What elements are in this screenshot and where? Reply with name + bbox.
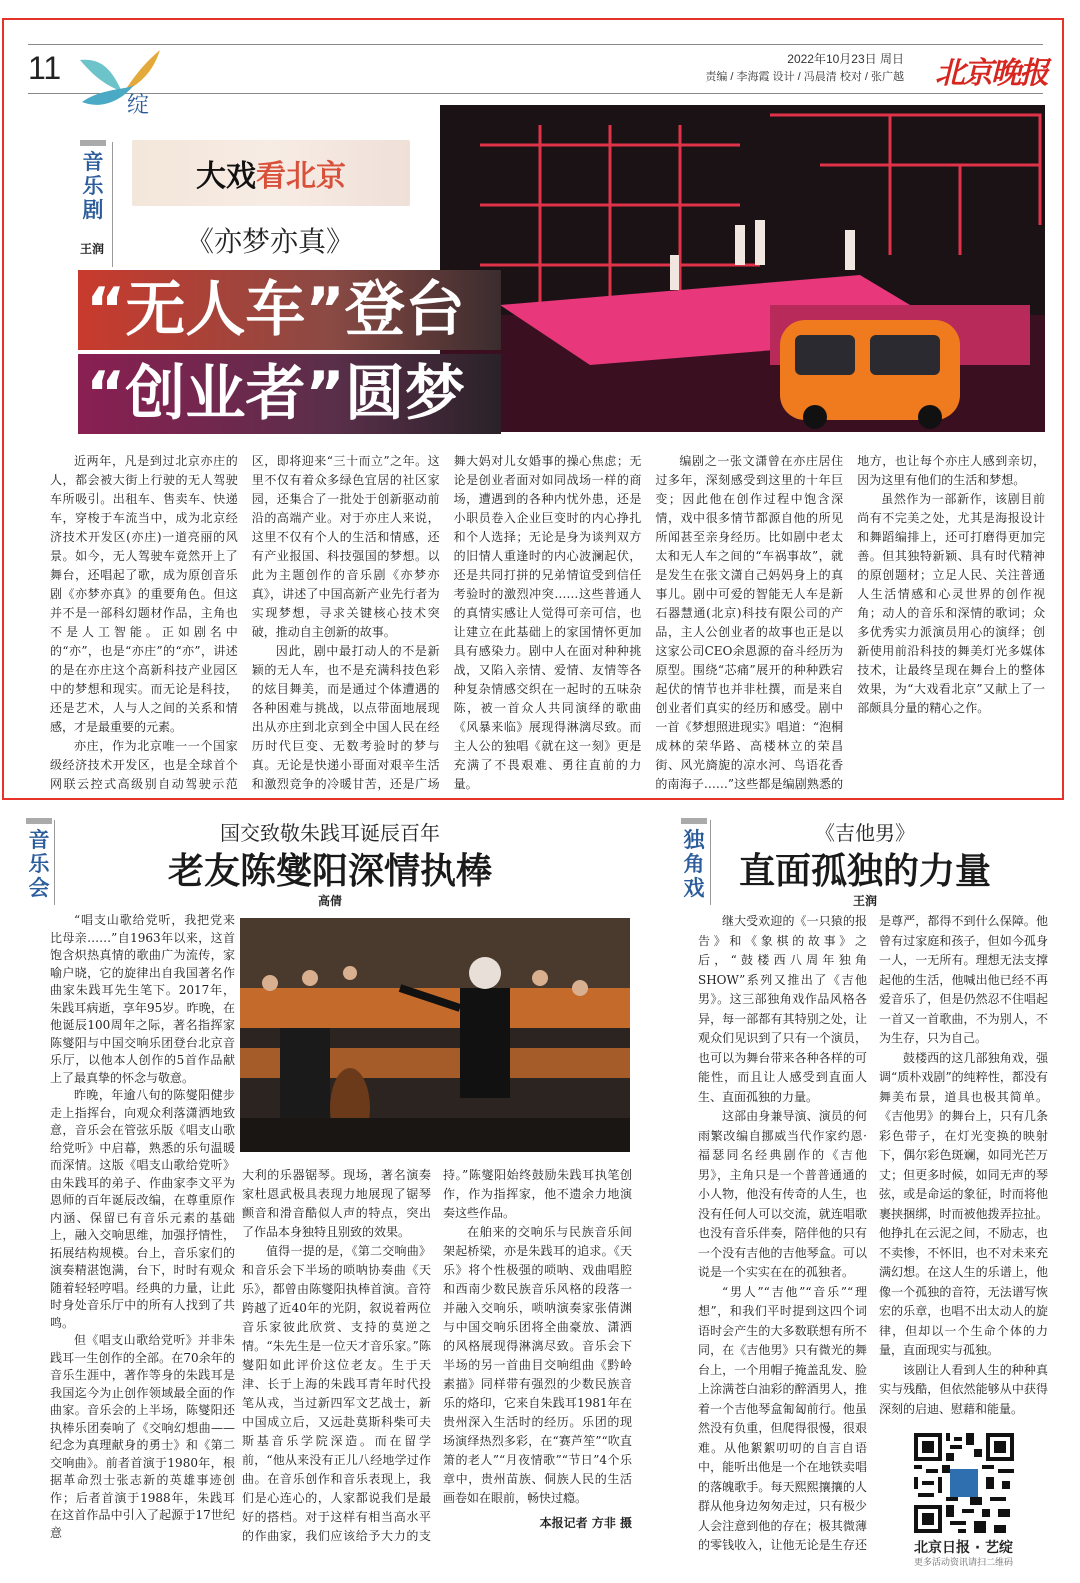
- paragraph: 大利的乐器锯琴。现场，著名演奏家杜恩武极具表现力地展现了锯琴颤音和滑音酷似人声的特点，突出了作品本身独特且别致的效果。: [242, 1168, 431, 1239]
- section-label: 独角戏: [683, 827, 705, 900]
- article-kicker: 《吉他男》: [815, 821, 915, 845]
- paragraph: 昨晚，年逾八旬的陈燮阳健步走上指挥台，向观众利落潇洒地致意，音乐会在管弦乐版《唱支山歌给党听》中启幕，熟悉的乐句温暖而深情。这版《唱支山歌给党听》由朱践耳的弟子、作曲家李文平为恩师的百年诞辰改编，在尊重原作内涵、保留已有音乐元素的基础上，融入交响思维，加强抒情性，拓展结构规模。台上，音乐家们的演奏精湛饱满，台下，时时有观众随着轻轻哼唱。经典的力量，让此时身处音乐厅中的所有人找到了共鸣。: [50, 1088, 235, 1330]
- article-body-columns: [242, 1166, 632, 1546]
- paragraph: 虽然作为一部新作，该剧目前尚有不完美之处，尤其是海报设计和舞蹈编排上，还可打磨得更加完善。但其独特新颖、具有时代精神的原创题材；立足人民、关注普通人生活情感和心灵世界的创作视角；动人的音乐和深情的歌词；众多优秀实力派演员用心的演绎；创新使用前沿科技的舞美灯光多媒体技术，让最终呈现在舞台上的整体效果，为“大戏看北京”又献上了一部颇具分量的精心之作。: [857, 492, 1045, 715]
- section-label-bar: [681, 818, 707, 824]
- section-label: 音乐会: [28, 827, 50, 900]
- paragraph: 但《唱支山歌给党听》并非朱践耳一生创作的全部。在70余年的音乐生涯中，著作等身的朱践耳是我国迄今为止创作领域最全面的作曲家。音乐会的上半场，陈燮阳还执棒乐团奏响了《交响幻想曲——纪念为真理献身的勇士》和《第二交响曲》。前者首演于1980年，根据革命烈士张志新的英雄事迹创作；后者首演于1988年，朱践耳在这首作品中引入了起源于17世纪意: [50, 1333, 235, 1540]
- paragraph: 编剧之一张文潇曾在亦庄居住过多年，深刻感受到这里的十年巨变；因此他在创作过程中饱含深情，戏中很多情节都源自他的所见所闻甚至亲身经历。比如剧中老太太和无人车之间的“车祸事故”，就是发生在张文潇自己妈妈身上的真事儿。剧中可爱的智能无人车是新石器慧通(北京)科技有限公司的产品，主人公创业者的故事也正是以这家公司CEO余恩源的奋斗经历为原型。围绕“芯痛”展开的种种跌宕起伏的情节也并非杜撰，而是来自创业者们真实的经历和感受。剧中一首《梦想照进现实》唱道：“泡桐成林的荣华路、高楼林立的荣昌街、风光旖旎的凉水河、鸟语花香的南海子……”这些都是编剧熟悉的地方，也让每个亦庄人感到亲切，因为这里有他们的生活和梦想。: [655, 454, 1045, 791]
- article-body-column: [50, 912, 235, 1547]
- qr-block: [879, 1419, 1048, 1569]
- issue-date: 2022年10月23日 周日: [787, 52, 904, 66]
- paragraph: 鼓楼西的这几部独角戏，强调“质朴戏剧”的纯粹性，都没有舞美布景，道具也极其简单。《吉他男》的舞台上，只有几条彩色带子，在灯光变换的映射下，偶尔彩色斑斓，如同光芒万丈；但更多时候，如同无声的琴弦，或是命运的象征，时而将他裹挟捆绑，时而被他拨弄拉扯。他挣扎在云泥之间，不励志，也不卖惨，不怀旧，也不对未来充满幻想。在这人生的乐谱上，他像一个孤独的音符，无法谱写恢宏的乐章，也唱不出太动人的旋律，但却以一个生命个体的力量，直面现实与孤独。: [879, 1050, 1048, 1357]
- header-top-rule: [28, 44, 1043, 45]
- page-number: 11: [28, 50, 62, 86]
- headline-line-2: “创业者”圆梦: [78, 354, 501, 434]
- label-divider: [54, 820, 55, 905]
- article-kicker: 国交致敬朱践耳诞辰百年: [220, 821, 440, 845]
- paragraph: 继大受欢迎的《一只猿的报告》和《象棋的故事》之后，“鼓楼西八周年独角SHOW”系列又推出了《吉他男》。这三部独角戏作品风格各异，每一部都有其特别之处，让观众们见识到了只有一个演员，也可以为舞台带来各种各样的可能性，而且让人感受到直面人生、直面孤独的力量。: [698, 914, 867, 1104]
- paragraph: 这部由身兼导演、演员的何雨繁改编自挪威当代作家约恩·福瑟同名经典剧作的《吉他男》，主角只是一个普普通通的小人物，他没有传奇的人生，也没有任何人可以交流，就连唱歌也没有音乐伴奏，陪伴他的只有一个没有吉他的吉他琴盒。可以说是一个实实在在的孤独者。: [698, 1109, 867, 1279]
- byline: 王润: [80, 242, 105, 256]
- article-headline: 直面孤独的力量: [738, 851, 991, 892]
- article-subtitle: 《亦梦亦真》: [185, 225, 354, 258]
- headline-line-1: “无人车”登台: [78, 270, 501, 350]
- section-logo: [72, 40, 167, 120]
- paragraph: 该剧让人看到人生的种种真实与残酷，但依然能够从中获得深刻的启迪、慰藉和能量。: [879, 1362, 1048, 1416]
- paragraph: 在舶来的交响乐与民族音乐间架起桥梁，亦是朱践耳的追求。《天乐》将个性极强的唢呐、戏曲唱腔和西南少数民族音乐风格的段落一并融入交响乐，唢呐演奏家张倩渊与中国交响乐团将全曲豪放、潇洒的风格展现得淋漓尽致。音乐会下半场的另一首曲目交响组曲《黔岭素描》同样带有强烈的少数民族音乐的烙印，它来自朱践耳1981年在贵州深入生活时的经历。乐团的现场演绎热烈多彩，在“赛芦笙”“吹直箫的老人”“月夜情歌”“节日”4个乐章中，贵州苗族、侗族人民的生活画卷如在眼前，畅快过瘾。: [443, 1225, 632, 1505]
- section-label-bar: [80, 140, 106, 146]
- qr-code-icon: [914, 1433, 1014, 1533]
- svg-text:绽: 绽: [127, 93, 150, 118]
- section-label: 音乐剧: [82, 149, 104, 222]
- concert-photo: [240, 918, 630, 1152]
- qr-code[interactable]: [914, 1433, 1014, 1533]
- banner-text-1: 大戏: [196, 159, 256, 194]
- photo-credit: 本报记者 方非 摄: [539, 1516, 632, 1530]
- section-label-bar: [26, 818, 52, 824]
- ribbon-logo-icon: [72, 40, 167, 120]
- article-headline: 老友陈燮阳深情执棒: [167, 851, 492, 892]
- qr-caption: 北京日报 · 艺绽: [913, 1540, 1014, 1556]
- label-divider: [112, 142, 113, 267]
- banner-text-2: 看北京: [256, 159, 346, 194]
- paragraph: “唱支山歌给党听，我把党来比母亲……”自1963年以来，这首饱含炽热真情的歌曲广为流传，家喻户晓，它的旋律出自我国著名作曲家朱践耳先生笔下。2017年，朱践耳病逝，享年95岁。昨晚，在他诞辰100周年之际，著名指挥家陈燮阳与中国交响乐团登台北京音乐厅，以他本人创作的5首作品献上了最真挚的怀念与敬意。: [50, 913, 235, 1085]
- stage-photo: [440, 105, 1045, 432]
- paragraph: 亦庄，作为北京唯一一个国家级经济技术开发区，也是全球首个网联云控式高级别自动驾驶示范区，即将迎来“三十而立”之年。这里不仅有着众多绿色宜居的社区家园，还集合了一批处于创新驱动前沿的高端产业。对于亦庄人来说，这里不仅有个人的生活和情感，还有产业报国、科技强国的梦想。以此为主题创作的音乐剧《亦梦亦真》，讲述了中国高新产业先行者为实现梦想，寻求关键核心技术突破，推动自主创新的故事。: [50, 454, 440, 791]
- paragraph: 近两年，凡是到过北京亦庄的人，都会被大街上行驶的无人驾驶车所吸引。出租车、售卖车、快递车，穿梭于车流当中，成为北京经济技术开发区(亦庄)一道亮丽的风景。如今，无人驾驶车竟然开上了舞台，还唱起了歌，成为原创音乐剧《亦梦亦真》的重要角色。但这并不是一部科幻题材作品，主角也不是人工智能。正如剧名中的“亦”，也是“亦庄”的“亦”，讲述的是在亦庄这个高新科技产业园区中的梦想和现实。而无论是科技，还是艺术，人与人之间的关系和情感，才是最重要的元素。: [50, 454, 238, 734]
- byline: 高倩: [317, 894, 342, 908]
- article-body: [50, 452, 1045, 797]
- paragraph: “男人”“吉他”“音乐”“理想”，和我们平时提到这四个词语时会产生的大多数联想有所不同，在《吉他男》只有微光的舞台上，一个用帽子掩盖乱发、脸上涂满苍白油彩的醉酒男人，推着一个吉他琴盒匍匐前行。他虽然没有负重，但爬得很慢，很艰难。从他絮絮叨叨的自言自语中，能听出他是一个在地铁卖唱的落魄歌手。每天熙熙攘攘的人群从他身边匆匆走过，只有极少人会注意到他的存在；极其微薄的零钱收入，让他无论是生存还是尊严，都得不到什么保障。他曾有过家庭和孩子，但如今孤身一人，一无所有。理想无法支撑起他的生活，他喊出他已经不再爱音乐了，但是仍然忍不住唱起一首又一首歌曲，不为别人，不为生存，只为自己。: [698, 914, 1048, 1552]
- paragraph: 因此，剧中最打动人的不是新颖的无人车，也不是充满科技色彩的炫目舞美，而是通过个体遭遇的各种困难与挑战，以点带面地展现出从亦庄到北京到全中国人民在经历时代巨变、无数考验时的梦与真。无论是快递小哥面对艰辛生活和激烈竞争的冷暖甘苦，还是广场舞大妈对儿女婚事的操心焦虑；无论是创业者面对如同战场一样的商场，遭遇到的各种内忧外患，还是小职员卷入企业巨变时的内心挣扎和个人选择；无论是身为谈判双方的旧情人重逢时的内心波澜起伏，还是共同打拼的兄弟情谊受到信任考验时的激烈冲突……这些普通人的真情实感让人觉得可亲可信，也让建立在此基础上的家国情怀更加具有感染力。剧中人在面对种种挑战，又陷入亲情、爱情、友情等各种复杂情感交织在一起时的五味杂陈，被一首众人共同演绎的歌曲《风暴来临》展现得淋漓尽致。而主人公的独唱《就在这一刻》更是充满了不畏艰难、勇往直前的力量。: [251, 454, 642, 791]
- byline: 王润: [852, 894, 877, 908]
- header-bottom-rule: [28, 93, 1043, 94]
- label-divider: [710, 820, 711, 905]
- masthead-logo: 北京晚报: [935, 56, 1047, 91]
- editor-credits: 责编 / 李海霞 设计 / 冯晨清 校对 / 张广越: [705, 71, 904, 83]
- qr-note: 更多活动资讯请扫二维码: [913, 1558, 1013, 1568]
- column-banner: [132, 140, 410, 206]
- article-body-columns: [698, 912, 1048, 1572]
- paragraph: 值得一提的是，《第二交响曲》和音乐会下半场的唢呐协奏曲《天乐》，都曾由陈燮阳执棒首演。音符跨越了近40年的光阴，叙说着两位音乐家彼此欣赏、支持的莫逆之情。“朱先生是一位天才音乐家。”陈燮阳如此评价这位老友。生于天津、长于上海的朱践耳青年时代投笔从戎，当过新四军文艺战士，新中国成立后，又远赴莫斯科柴可夫斯基音乐学院深造。而在留学前，“他从来没有正儿八经地学过作曲。在音乐创作和音乐表现上，我们是心连心的，人家都说我们是最好的搭档。对于这样有相当高水平的作曲家，我们应该给予大力的支持。”陈燮阳始终鼓励朱践耳执笔创作，作为指挥家，他不遗余力地演奏这些作品。: [242, 1168, 632, 1543]
